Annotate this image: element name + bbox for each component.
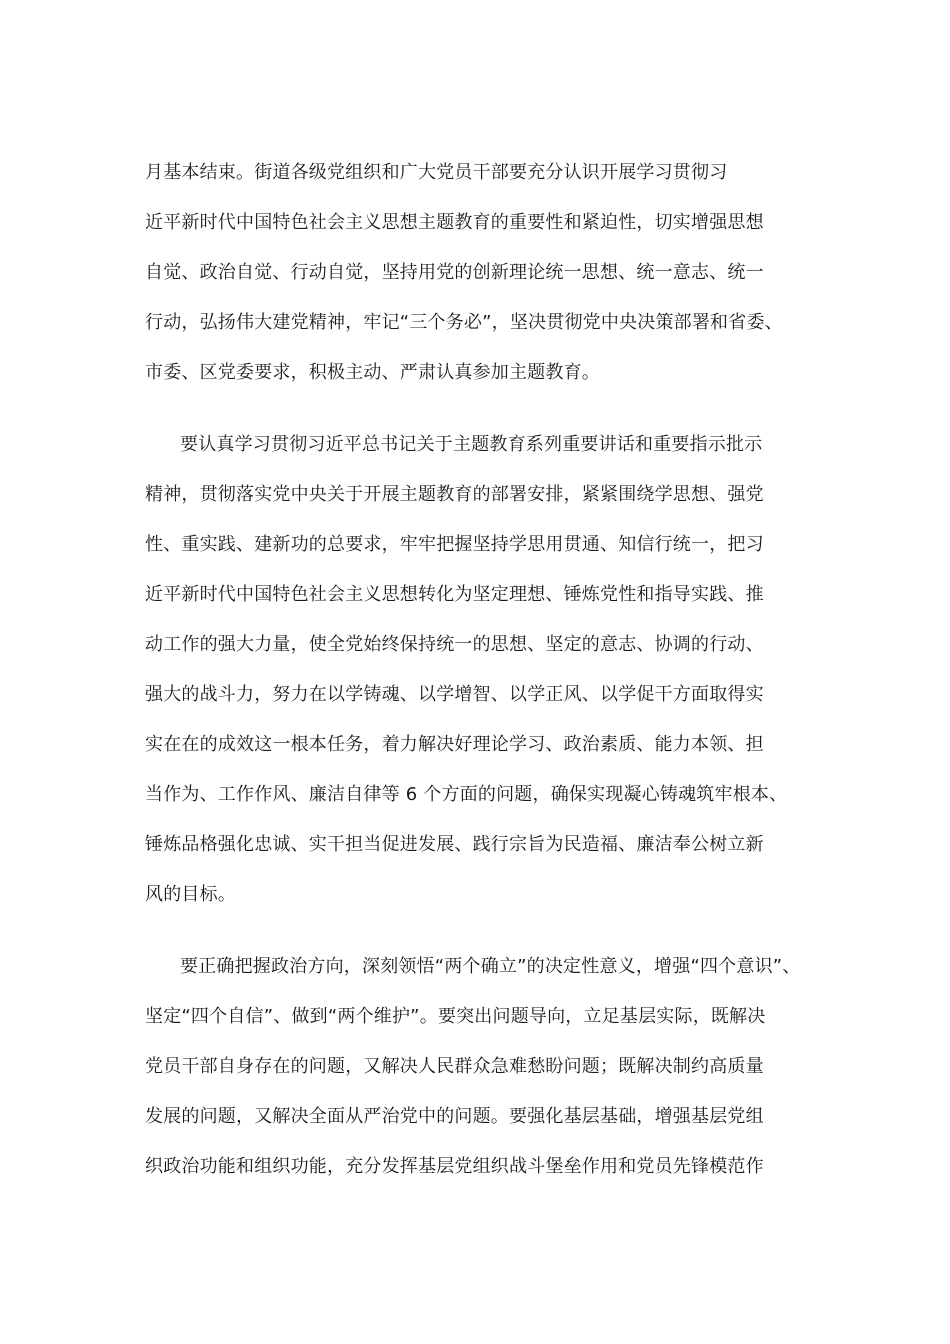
paragraph-3-line-5: 织政治功能和组织功能，充分发挥基层党组织战斗堡垒作用和党员先锋模范作: [145, 1156, 764, 1177]
paragraph-3-line-2: 坚定“四个自信”、做到“两个维护”。要突出问题导向，立足基层实际，既解决: [145, 1006, 766, 1027]
paragraph-2-line-3: 性、重实践、建新功的总要求，牢牢把握坚持学思用贯通、知信行统一，把习: [145, 534, 764, 555]
paragraph-2-line-4: 近平新时代中国特色社会主义思想转化为坚定理想、锤炼党性和指导实践、推: [145, 584, 764, 605]
paragraph-3-line-1: 要正确把握政治方向，深刻领悟“两个确立”的决定性意义，增强“四个意识”、: [180, 956, 801, 977]
paragraph-1-line-2: 近平新时代中国特色社会主义思想主题教育的重要性和紧迫性，切实增强思想: [145, 212, 764, 233]
paragraph-2-line-8: 当作为、工作作风、廉洁自律等 6 个方面的问题，确保实现凝心铸魂筑牢根本、: [145, 784, 788, 805]
paragraph-3-line-4: 发展的问题，又解决全面从严治党中的问题。要强化基层基础，增强基层党组: [145, 1106, 764, 1127]
paragraph-2-line-1: 要认真学习贯彻习近平总书记关于主题教育系列重要讲话和重要指示批示: [180, 434, 763, 455]
paragraph-2-line-10: 风的目标。: [145, 884, 236, 905]
paragraph-2-line-7: 实在在的成效这一根本任务，着力解决好理论学习、政治素质、能力本领、担: [145, 734, 764, 755]
paragraph-1-line-5: 市委、区党委要求，积极主动、严肃认真参加主题教育。: [145, 362, 600, 383]
paragraph-1-line-3: 自觉、政治自觉、行动自觉，坚持用党的创新理论统一思想、统一意志、统一: [145, 262, 764, 283]
paragraph-2-line-9: 锤炼品格强化忠诚、实干担当促进发展、践行宗旨为民造福、廉洁奉公树立新: [145, 834, 764, 855]
paragraph-1-line-4: 行动，弘扬伟大建党精神，牢记“三个务必”，坚决贯彻党中央决策部署和省委、: [145, 312, 783, 333]
paragraph-2-line-6: 强大的战斗力，努力在以学铸魂、以学增智、以学正风、以学促干方面取得实: [145, 684, 764, 705]
paragraph-2-line-5: 动工作的强大力量，使全党始终保持统一的思想、坚定的意志、协调的行动、: [145, 634, 764, 655]
paragraph-3-line-3: 党员干部自身存在的问题，又解决人民群众急难愁盼问题；既解决制约高质量: [145, 1056, 764, 1077]
paragraph-1-line-1: 月基本结束。街道各级党组织和广大党员干部要充分认识开展学习贯彻习: [145, 162, 728, 183]
paragraph-2-line-2: 精神，贯彻落实党中央关于开展主题教育的部署安排，紧紧围绕学思想、强党: [145, 484, 764, 505]
